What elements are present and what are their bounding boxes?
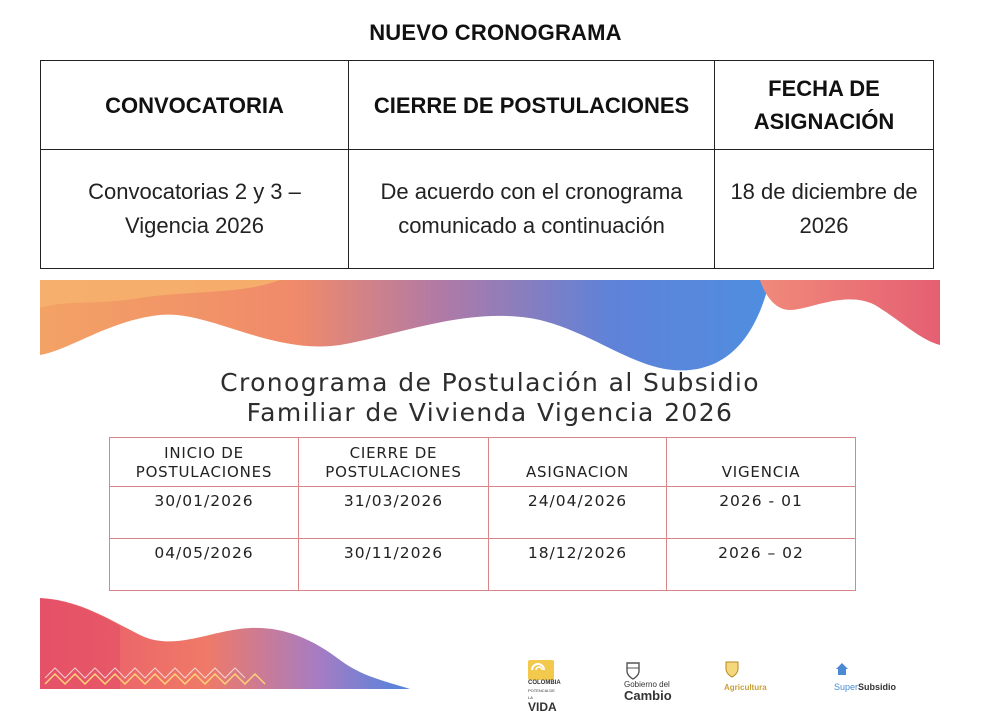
cell-cierre: 31/03/2026 — [299, 487, 489, 539]
supersubsidio-logo — [834, 660, 896, 696]
header-asignacion: ASIGNACION — [489, 438, 667, 487]
supersubsidio-label-b: Subsidio — [858, 681, 897, 692]
cell-asignacion: 18/12/2026 — [489, 539, 667, 591]
cell-convocatoria: Convocatorias 2 y 3 – Vigencia 2026 — [41, 150, 349, 269]
table-header-row — [41, 61, 934, 150]
table-row — [110, 539, 856, 591]
table-row — [41, 150, 934, 269]
cell-cierre: De acuerdo con el cronograma comunicado a continuación — [349, 150, 715, 269]
convocatoria-table — [40, 60, 934, 269]
agricultura-logo — [724, 660, 767, 696]
schedule-header-row — [110, 438, 856, 487]
gobierno-big-label: Cambio — [624, 688, 672, 703]
house-icon — [834, 661, 850, 677]
cronograma-banner — [40, 280, 940, 714]
shield-icon — [724, 660, 740, 678]
cell-inicio: 30/01/2026 — [110, 487, 299, 539]
header-cierre-postulaciones: CIERRE DE POSTULACIONES — [299, 438, 489, 487]
gobierno-logo — [624, 660, 672, 702]
cell-inicio: 04/05/2026 — [110, 539, 299, 591]
schedule-table — [109, 437, 856, 591]
header-cierre: CIERRE DE POSTULACIONES — [349, 61, 715, 150]
banner-title-line2: Familiar de Vivienda Vigencia 2026 — [246, 398, 734, 427]
colombia-big-label: VIDA — [528, 700, 557, 714]
cell-fecha-asignacion: 18 de diciembre de 2026 — [715, 150, 934, 269]
cell-cierre: 30/11/2026 — [299, 539, 489, 591]
agricultura-label: Agricultura — [724, 682, 767, 692]
table-row — [110, 487, 856, 539]
page-title: NUEVO CRONOGRAMA — [369, 20, 622, 45]
banner-title-line1: Cronograma de Postulación al Subsidio — [220, 368, 760, 397]
header-vigencia: VIGENCIA — [667, 438, 856, 487]
banner-title — [40, 368, 940, 428]
colombia-small-label: COLOMBIA — [528, 680, 561, 686]
colombia-flag-icon — [528, 660, 554, 680]
gobierno-small-label: Gobierno del — [624, 680, 670, 689]
cell-vigencia: 2026 – 02 — [667, 539, 856, 591]
colombia-logo — [528, 660, 561, 713]
cell-vigencia: 2026 - 01 — [667, 487, 856, 539]
header-inicio: INICIO DE POSTULACIONES — [110, 438, 299, 487]
colombia-sub-label: POTENCIA DE LA — [528, 688, 555, 700]
header-convocatoria: CONVOCATORIA — [41, 61, 349, 150]
coat-of-arms-icon — [624, 660, 642, 680]
supersubsidio-label-a: Super — [834, 681, 859, 692]
header-fecha-asignacion: FECHA DE ASIGNACIÓN — [715, 61, 934, 150]
cell-asignacion: 24/04/2026 — [489, 487, 667, 539]
